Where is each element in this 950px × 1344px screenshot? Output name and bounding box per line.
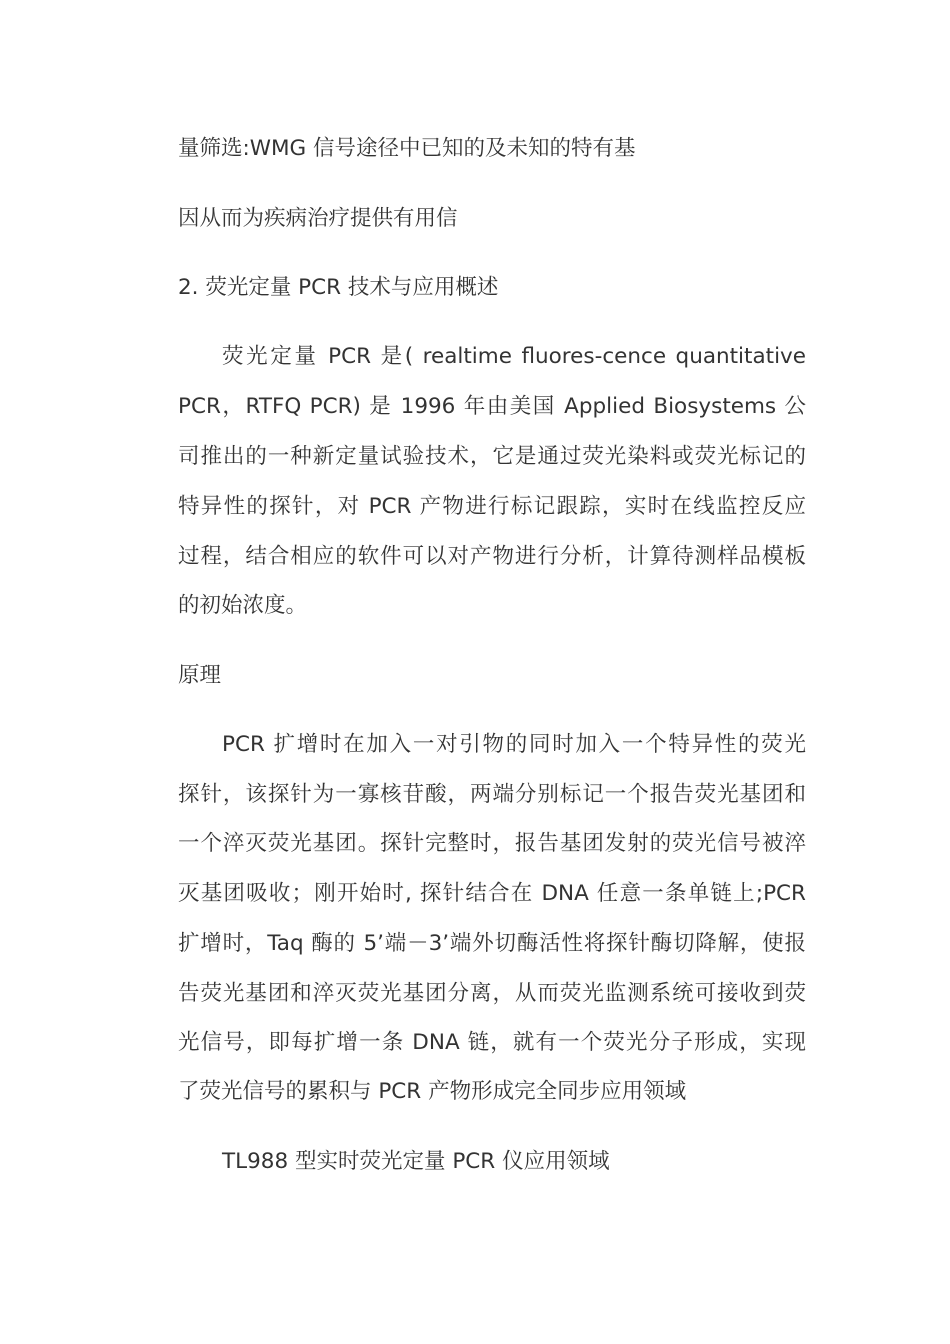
intro-paragraph-line-2: PCR，RTFQ PCR) 是 1996 年由美国 Applied Biosystems 公 [178,394,806,419]
principle-paragraph-line-1: PCR 扩增时在加入一对引物的同时加入一个特异性的荧光 [222,732,806,757]
intro-paragraph-line-1: 荧光定量 PCR 是( realtime fluores-cence quantitative [222,344,806,369]
intro-paragraph-line-3: 司推出的一种新定量试验技术，它是通过荧光染料或荧光标记的 [178,444,806,469]
principle-paragraph-line-2: 探针，该探针为一寡核苷酸，两端分别标记一个报告荧光基团和 [178,782,806,807]
principle-paragraph-line-8: 了荧光信号的累积与 PCR 产物形成完全同步应用领域 [178,1079,687,1104]
intro-paragraph-line-5: 过程，结合相应的软件可以对产物进行分析，计算待测样品模板 [178,544,806,569]
intro-paragraph-line-6: 的初始浓度。 [178,593,308,618]
principle-paragraph-line-3: 一个淬灭荧光基团。探针完整时，报告基团发射的荧光信号被淬 [178,831,806,856]
principle-heading: 原理 [178,663,222,688]
section-heading: 2. 荧光定量 PCR 技术与应用概述 [178,275,499,300]
principle-paragraph-line-5: 扩增时，Taq 酶的 5’端－3’端外切酶活性将探针酶切降解，使报 [178,931,806,956]
final-line: TL988 型实时荧光定量 PCR 仪应用领域 [222,1149,610,1174]
text-line-2: 因从而为疾病治疗提供有用信 [178,206,458,231]
principle-paragraph-line-4: 灭基团吸收；刚开始时, 探针结合在 DNA 任意一条单链上;PCR [178,881,806,906]
principle-paragraph-line-6: 告荧光基团和淬灭荧光基团分离，从而荧光监测系统可接收到荧 [178,981,806,1006]
intro-paragraph-line-4: 特异性的探针，对 PCR 产物进行标记跟踪，实时在线监控反应 [178,494,806,519]
text-line-1: 量筛选:WMG 信号途径中已知的及未知的特有基 [178,136,636,161]
principle-paragraph-line-7: 光信号，即每扩增一条 DNA 链，就有一个荧光分子形成，实现 [178,1030,806,1055]
